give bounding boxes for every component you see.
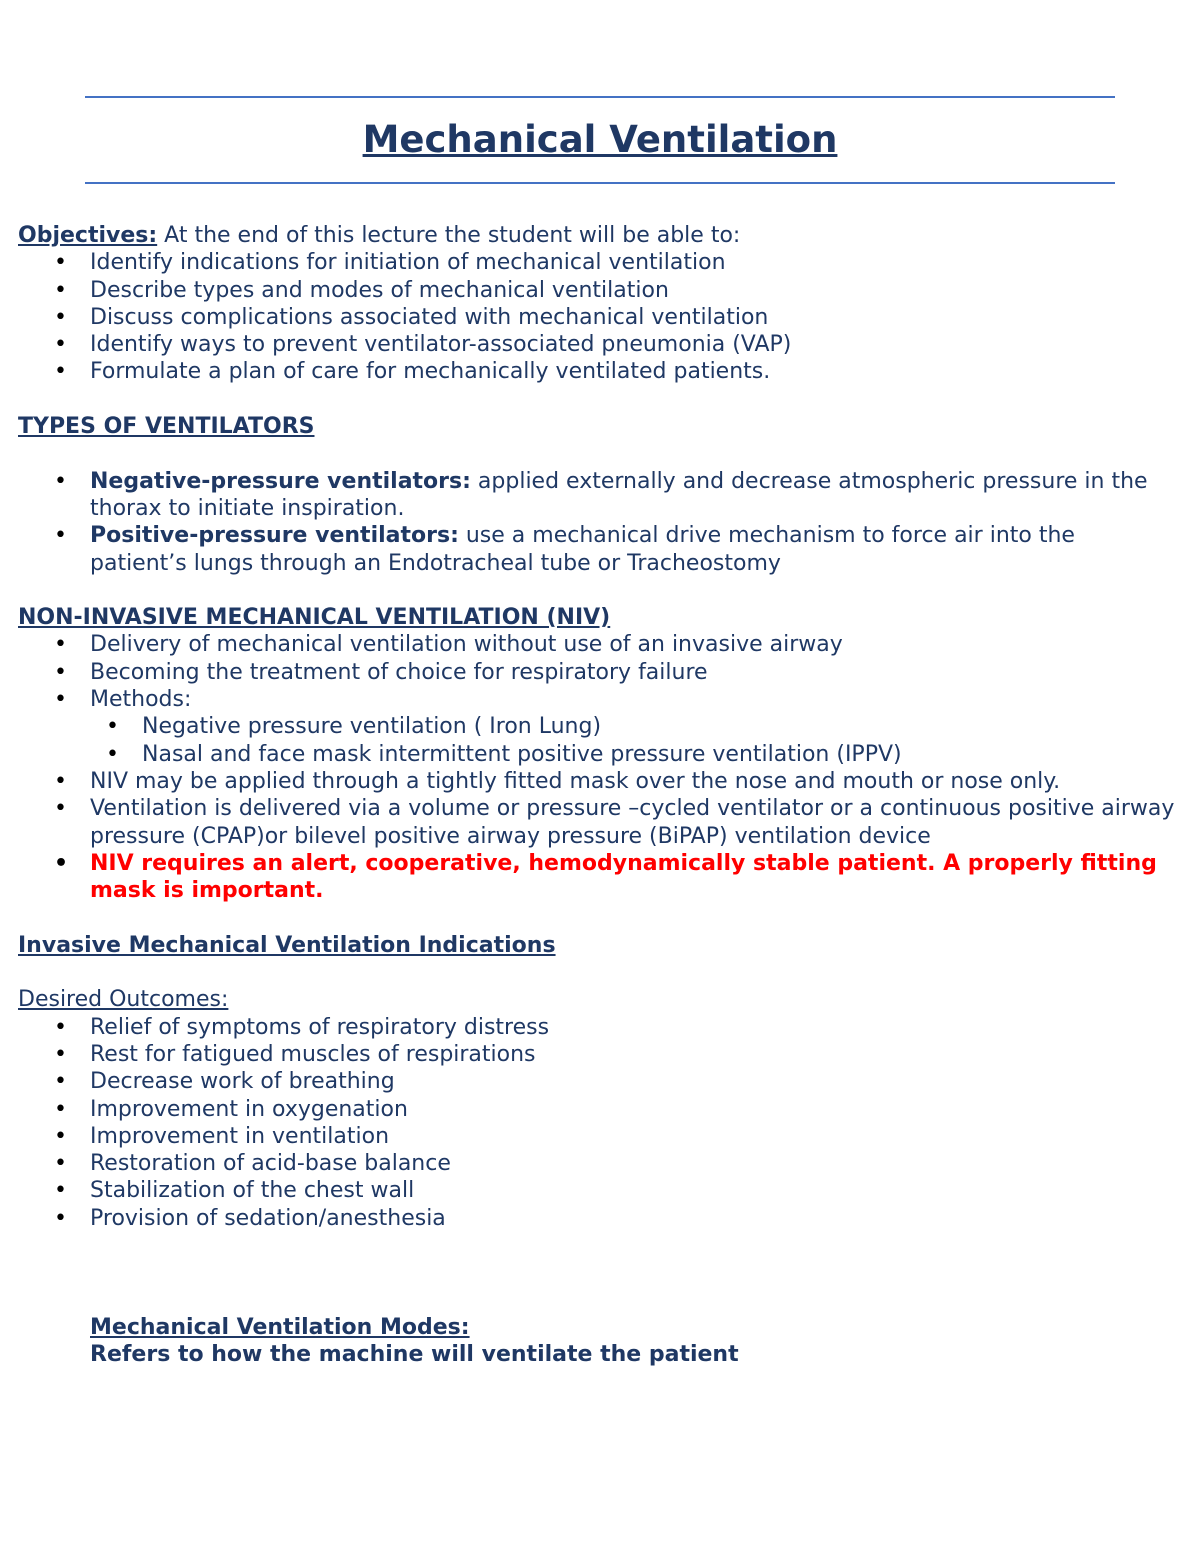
modes-heading: Mechanical Ventilation Modes: [90, 1314, 470, 1340]
list-item: • Rest for fatigued muscles of respirations [18, 1041, 1178, 1068]
top-rule [85, 96, 1115, 98]
list-item: • Becoming the treatment of choice for respiratory failure [18, 659, 1178, 686]
list-item: • Provision of sedation/anesthesia [18, 1205, 1178, 1232]
item-text: applied externally and decrease atmospheric pressure in the thorax to initiate inspiration. [90, 468, 1148, 521]
list-item: • Stabilization of the chest wall [18, 1177, 1178, 1204]
list-item: • Identify ways to prevent ventilator-associated pneumonia (VAP) [18, 331, 1178, 358]
list-item: • NIV may be applied through a tightly fitted mask over the nose and mouth or nose only. [18, 768, 1178, 795]
list-item: • Discuss complications associated with mechanical ventilation [18, 304, 1178, 331]
desired-outcomes-label: Desired Outcomes: [18, 987, 229, 1013]
item-term: Negative-pressure ventilators: [90, 468, 471, 494]
list-item: • Methods: [18, 686, 1178, 713]
niv-warning: • NIV requires an alert, cooperative, hemodynamically stable patient. A properly fitting mask is important. [18, 850, 1178, 905]
list-item: • Negative pressure ventilation ( Iron Lung) [18, 713, 1178, 740]
list-item: • Delivery of mechanical ventilation without use of an invasive airway [18, 631, 1178, 658]
outcomes-list [18, 1014, 1178, 1232]
objectives-label: Objectives: [18, 223, 158, 248]
niv-list [18, 631, 1178, 713]
invasive-heading: Invasive Mechanical Ventilation Indications [18, 932, 556, 958]
niv-list-continued [18, 768, 1178, 904]
modes-subtitle: Refers to how the machine will ventilate the patient [90, 1342, 739, 1368]
list-item: • Restoration of acid-base balance [18, 1150, 1178, 1177]
list-item [18, 468, 1178, 523]
page-title: Mechanical Ventilation [362, 118, 838, 161]
list-item [18, 522, 1178, 577]
list-item: • Formulate a plan of care for mechanically ventilated patients. [18, 358, 1178, 385]
list-item: • Describe types and modes of mechanical ventilation [18, 277, 1178, 304]
list-item: • Ventilation is delivered via a volume or pressure –cycled ventilator or a continuous positive airway pressure (CPAP)or bilevel positive airway pressure (BiPAP) ventilation device [18, 795, 1178, 850]
list-item: • Decrease work of breathing [18, 1068, 1178, 1095]
niv-heading: NON-INVASIVE MECHANICAL VENTILATION (NIV) [18, 605, 611, 631]
list-item: • Improvement in oxygenation [18, 1096, 1178, 1123]
bottom-rule [85, 182, 1115, 184]
objectives-intro [18, 222, 1178, 249]
types-list [18, 468, 1178, 577]
item-term: Positive-pressure ventilators: [90, 523, 459, 549]
item-text: use a mechanical drive mechanism to force air into the patient’s lungs through an Endotracheal tube or Tracheostomy [90, 523, 1075, 576]
objectives-list [18, 249, 1178, 385]
objectives-intro-text: At the end of this lecture the student will be able to: [157, 223, 741, 248]
list-item: • Relief of symptoms of respiratory distress [18, 1014, 1178, 1041]
types-heading: TYPES OF VENTILATORS [18, 414, 315, 440]
list-item: • Nasal and face mask intermittent positive pressure ventilation (IPPV) [18, 741, 1178, 768]
list-item: • Improvement in ventilation [18, 1123, 1178, 1150]
document-body [18, 222, 1178, 1368]
niv-methods-list [18, 713, 1178, 768]
list-item: • Identify indications for initiation of mechanical ventilation [18, 249, 1178, 276]
